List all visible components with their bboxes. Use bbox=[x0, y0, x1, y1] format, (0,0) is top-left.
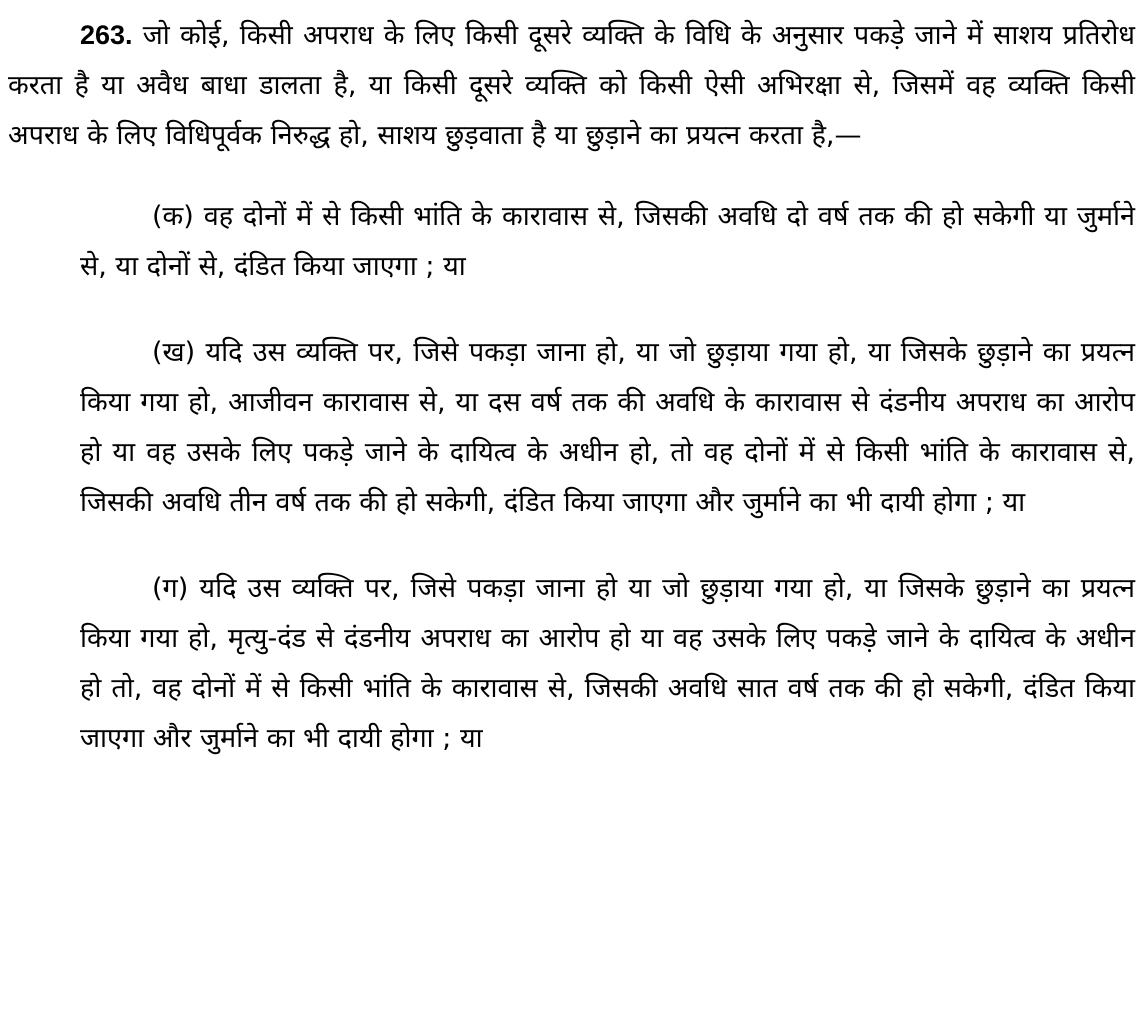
clause-ga-text: यदि उस व्यक्ति पर, जिसे पकड़ा जाना हो या जो छुड़ाया गया हो, या जिसके छुड़ाने का प्रयत्न किया गया हो, मृत्यु-दंड से दंडनीय अपराध का आरोप हो या वह उसके लिए पकड़े जाने के दायित्व के अधीन हो तो, वह दोनों में से किसी भांति के कारावास से, जिसकी अवधि सात वर्ष तक की हो सकेगी, दंडित किया जाएगा और जुर्माने का भी दायी होगा ; या bbox=[80, 573, 1135, 754]
clause-ka-text: वह दोनों में से किसी भांति के कारावास से, जिसकी अवधि दो वर्ष तक की हो सकेगी या जुर्माने से, या दोनों से, दंडित किया जाएगा ; या bbox=[80, 201, 1135, 282]
clause-kha-text: यदि उस व्यक्ति पर, जिसे पकड़ा जाना हो, या जो छुड़ाया गया हो, या जिसके छुड़ाने का प्रयत्न किया गया हो, आजीवन कारावास से, या दस वर्ष तक की अवधि के कारावास से दंडनीय अपराध का आरोप हो या वह उसके लिए पकड़े जाने के दायित्व के अधीन हो, तो वह दोनों में से किसी भांति के कारावास से, जिसकी अवधि तीन वर्ष तक की हो सकेगी, दंडित किया जाएगा और जुर्माने का भी दायी होगा ; या bbox=[80, 337, 1135, 518]
section-number: 263. bbox=[80, 20, 133, 50]
section-paragraph bbox=[8, 10, 1135, 161]
clause-ga-label: (ग) bbox=[152, 573, 189, 604]
clause-ga-paragraph bbox=[80, 564, 1135, 764]
section-text: जो कोई, किसी अपराध के लिए किसी दूसरे व्यक्ति के विधि के अनुसार पकड़े जाने में साशय प्रतिरोध करता है या अवैध बाधा डालता है, या किसी दूसरे व्यक्ति को किसी ऐसी अभिरक्षा से, जिसमें वह व्यक्ति किसी अपराध के लिए विधिपूर्वक निरुद्ध हो, साशय छुड़वाता है या छुड़ाने का प्रयत्न करता है,— bbox=[8, 20, 1135, 151]
clause-kha-paragraph bbox=[80, 328, 1135, 528]
clause-ka-paragraph bbox=[80, 192, 1135, 292]
clause-kha-label: (ख) bbox=[152, 337, 196, 368]
clause-ka-label: (क) bbox=[152, 201, 194, 232]
